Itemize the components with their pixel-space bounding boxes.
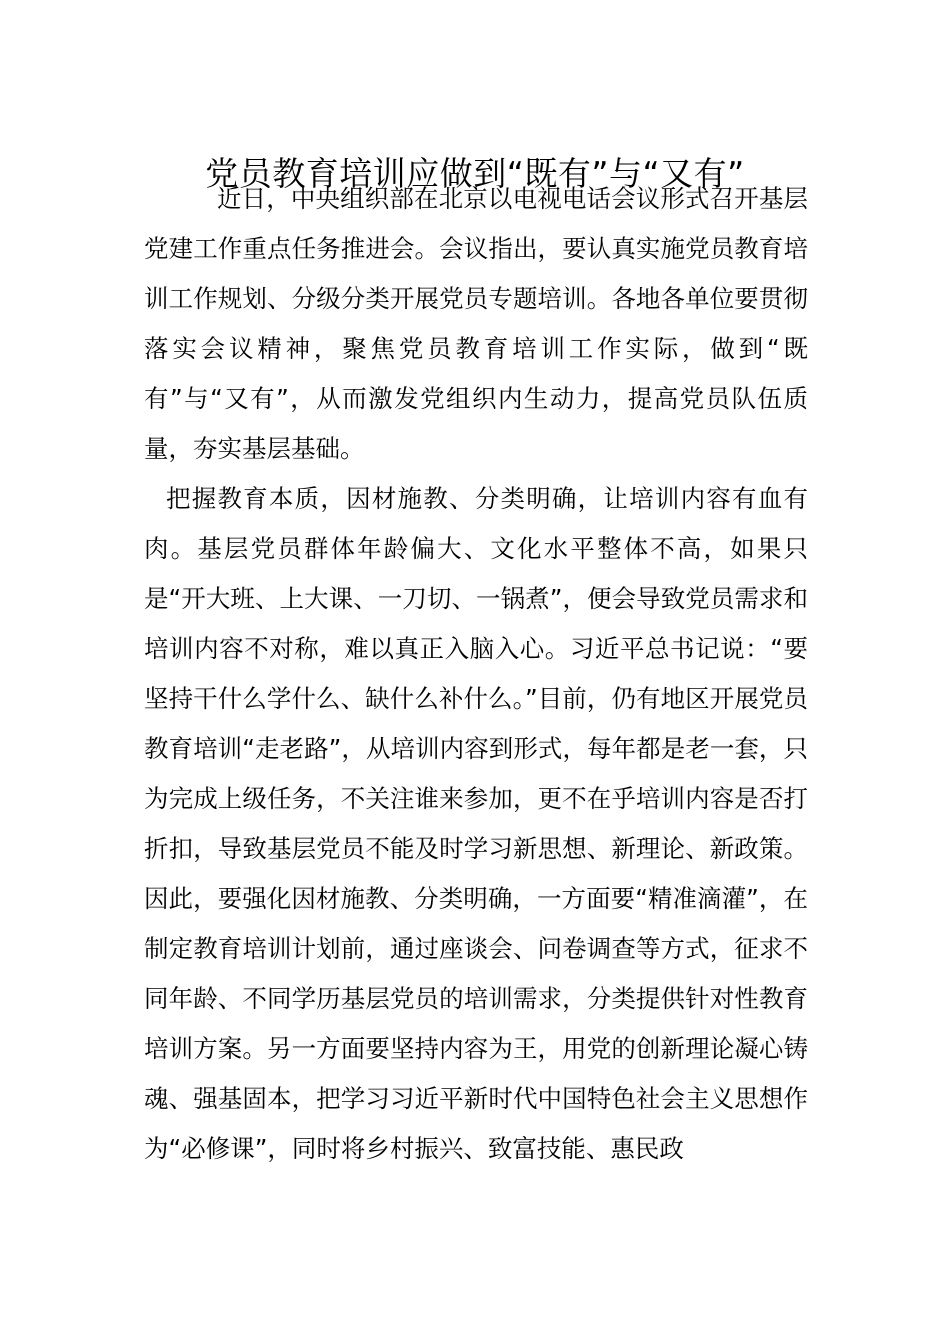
paragraph-intro: 近日，中央组织部在北京以电视电话会议形式召开基层党建工作重点任务推进会。会议指出，要认真实施党员教育培训工作规划、分级分类开展党员专题培训。各地各单位要贯彻落实会议精神，聚焦党员教育培训工作实际，做到“既有”与“又有”，从而激发党组织内生动力，提高党员队伍质量，夯实基层基础。 [144,184,808,463]
document-title: 党员教育培训应做到“既有”与“又有” [205,154,745,194]
paragraph-education-essence: 把握教育本质，因材施教、分类明确，让培训内容有血有肉。基层党员群体年龄偏大、文化水平整体不高，如果只是“开大班、上大课、一刀切、一锅煮”，便会导致党员需求和培训内容不对称，难以真正入脑入心。习近平总书记说：“要坚持干什么学什么、缺什么补什么。”目前，仍有地区开展党员教育培训“走老路”，从培训内容到形式，每年都是老一套，只为完成上级任务，不关注谁来参加，更不在乎培训内容是否打折扣，导致基层党员不能及时学习新思想、新理论、新政策。因此，要强化因材施教、分类明确，一方面要“精准滴灌”，在制定教育培训计划前，通过座谈会、问卷调查等方式，征求不同年龄、不同学历基层党员的培训需求，分类提供针对性教育培训方案。另一方面要坚持内容为王，用党的创新理论凝心铸魂、强基固本，把学习习近平新时代中国特色社会主义思想作为“必修课”，同时将乡村振兴、致富技能、惠民政 [144,484,808,1163]
document-body [144,174,808,1174]
